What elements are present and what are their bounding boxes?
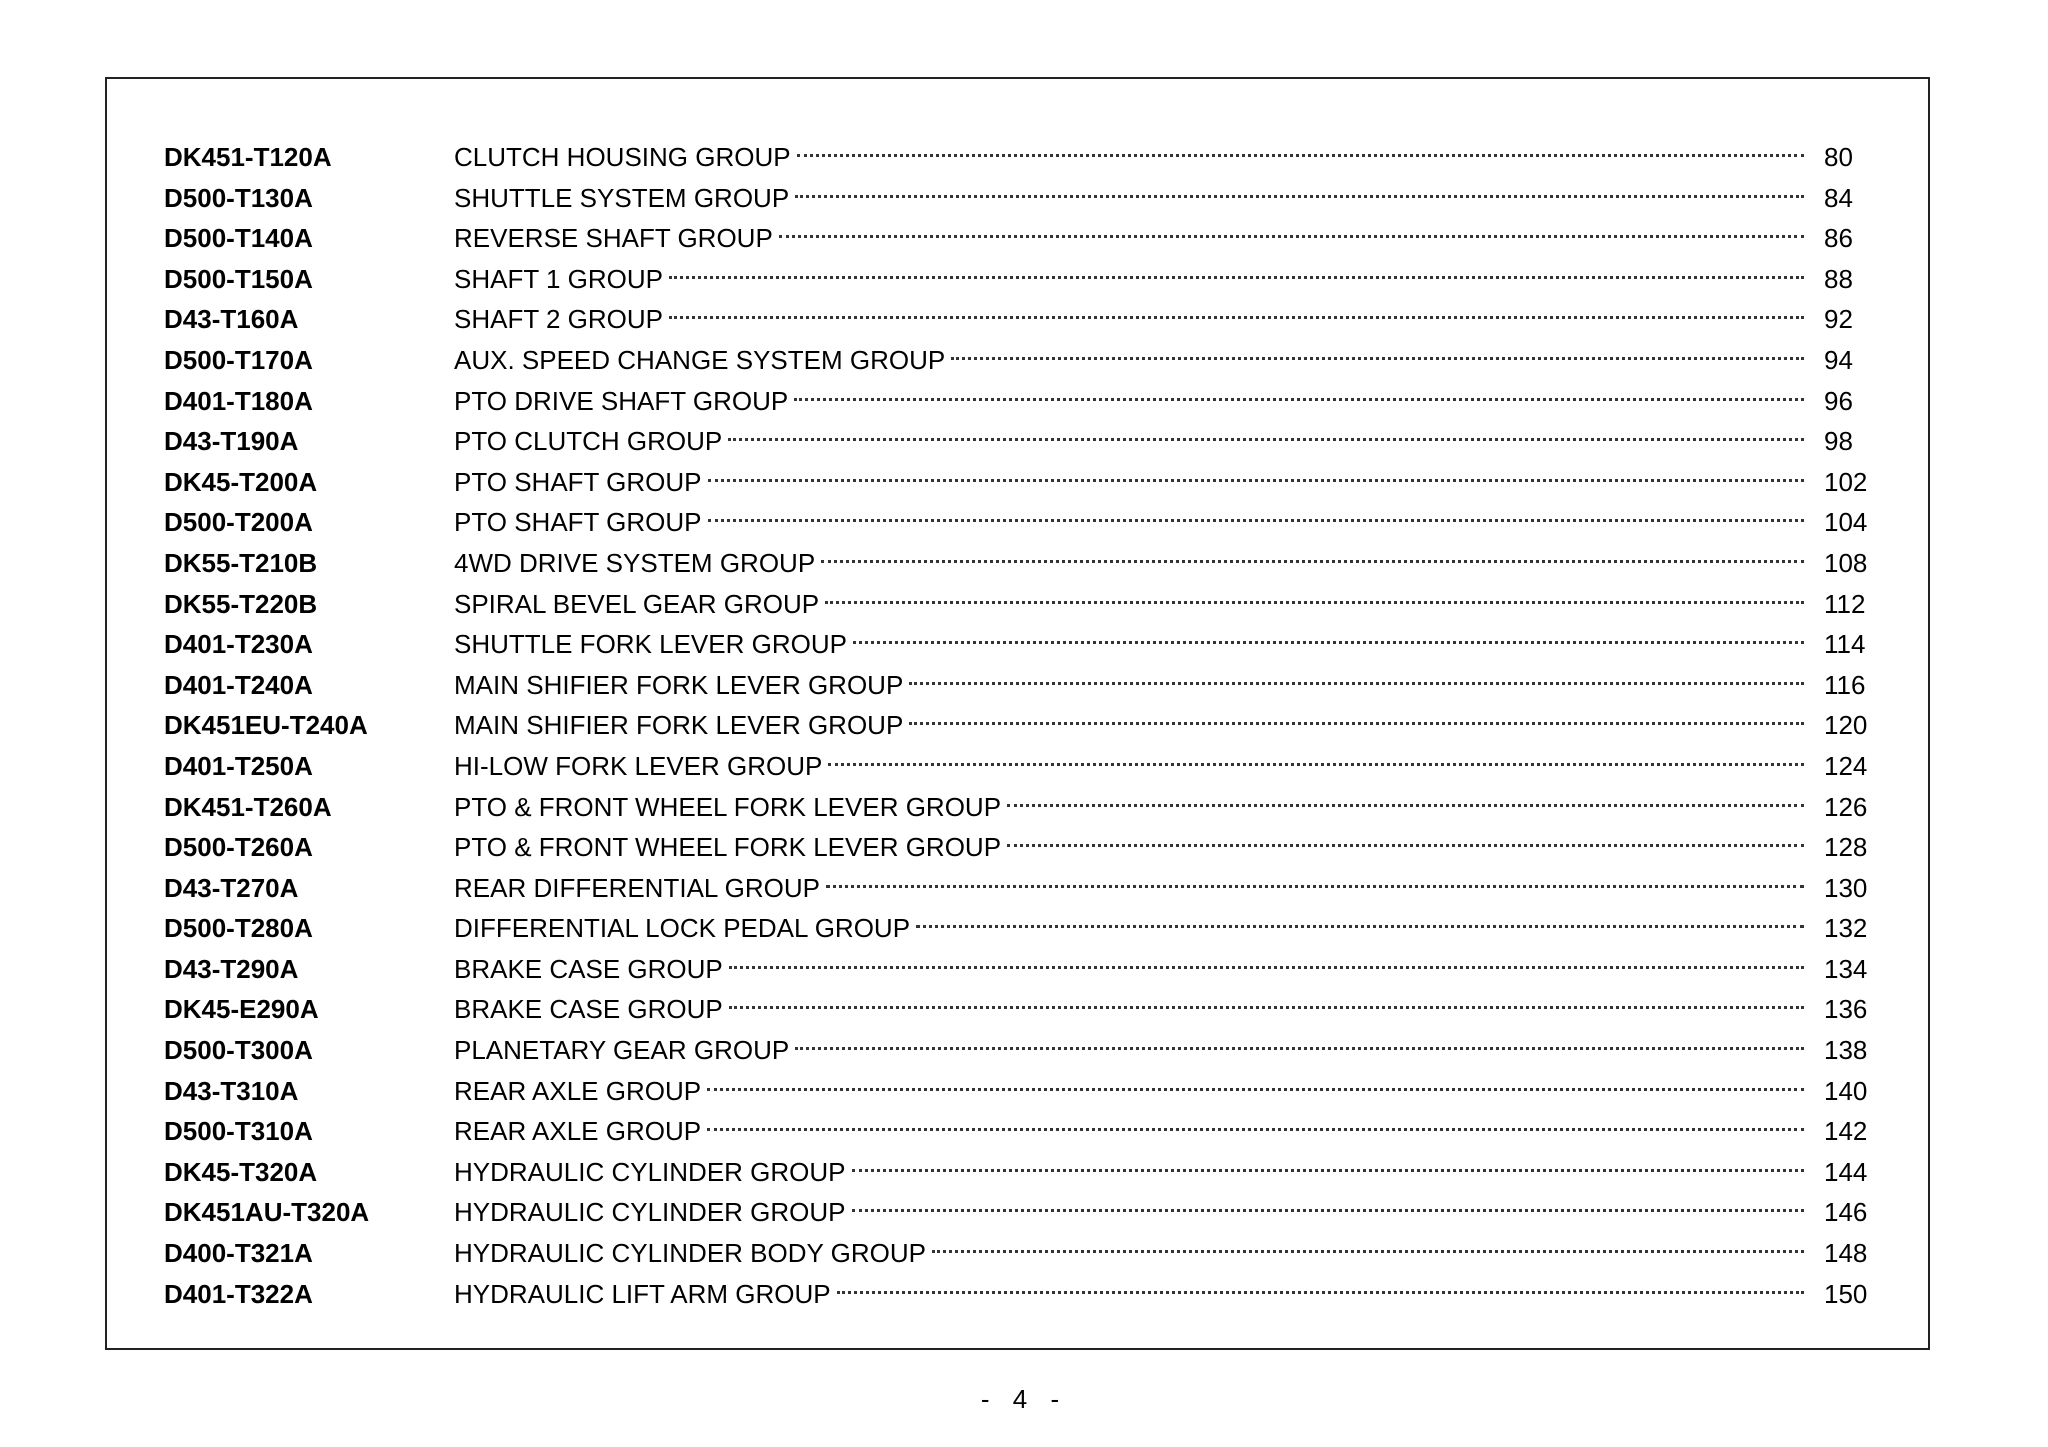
part-code: DK451AU-T320A xyxy=(164,1197,370,1228)
dot-leader xyxy=(853,613,1804,653)
group-title: PTO & FRONT WHEEL FORK LEVER GROUP xyxy=(454,832,1002,863)
part-code: D43-T310A xyxy=(164,1075,299,1106)
page-number: 116 xyxy=(1824,669,1866,700)
toc-entry[interactable] xyxy=(164,126,1876,172)
group-title: PTO CLUTCH GROUP xyxy=(454,426,723,457)
page-number: 138 xyxy=(1824,1035,1868,1066)
part-code: DK45-E290A xyxy=(164,994,319,1025)
group-title: HYDRAULIC CYLINDER GROUP xyxy=(454,1156,846,1187)
dot-leader xyxy=(1007,816,1804,856)
page-number: 142 xyxy=(1824,1116,1868,1147)
dot-leader xyxy=(669,248,1804,288)
group-title: REAR DIFFERENTIAL GROUP xyxy=(454,872,820,903)
group-title: REVERSE SHAFT GROUP xyxy=(454,223,773,254)
page-number: 84 xyxy=(1824,182,1853,213)
page-number: 88 xyxy=(1824,263,1853,294)
page-number: 104 xyxy=(1824,507,1868,538)
page-number: 98 xyxy=(1824,426,1853,457)
group-title: SHAFT 2 GROUP xyxy=(454,304,664,335)
group-title: HYDRAULIC CYLINDER BODY GROUP xyxy=(454,1238,926,1269)
page-number: 144 xyxy=(1824,1156,1868,1187)
part-code: D500-T260A xyxy=(164,832,313,863)
part-code: D500-T300A xyxy=(164,1035,313,1066)
page-number: 86 xyxy=(1824,223,1853,254)
part-code: DK55-T210B xyxy=(164,547,318,578)
page-number: 92 xyxy=(1824,304,1853,335)
dot-leader xyxy=(795,1019,1804,1059)
dot-leader xyxy=(707,1100,1804,1140)
page-number: 126 xyxy=(1824,791,1868,822)
part-code: D401-T250A xyxy=(164,750,313,781)
page-number: 150 xyxy=(1824,1278,1868,1309)
page-number: 112 xyxy=(1824,588,1866,619)
group-title: MAIN SHIFIER FORK LEVER GROUP xyxy=(454,669,904,700)
part-code: D500-T150A xyxy=(164,263,313,294)
table-of-contents xyxy=(164,126,1876,1309)
dot-leader xyxy=(779,207,1804,247)
dot-leader xyxy=(951,329,1804,369)
group-title: AUX. SPEED CHANGE SYSTEM GROUP xyxy=(454,344,946,375)
dot-leader xyxy=(708,491,1804,531)
group-title: PLANETARY GEAR GROUP xyxy=(454,1035,790,1066)
page-number: 134 xyxy=(1824,953,1868,984)
dot-leader xyxy=(916,897,1804,937)
page-number: 80 xyxy=(1824,142,1853,172)
part-code: DK45-T200A xyxy=(164,466,318,497)
group-title: PTO SHAFT GROUP xyxy=(454,507,702,538)
dot-leader xyxy=(852,1181,1804,1221)
group-title: SPIRAL BEVEL GEAR GROUP xyxy=(454,588,820,619)
part-code: DK451-T260A xyxy=(164,791,332,822)
part-code: D500-T200A xyxy=(164,507,313,538)
page-number: 136 xyxy=(1824,994,1868,1025)
dot-leader xyxy=(707,1060,1804,1100)
page-number: 140 xyxy=(1824,1075,1868,1106)
part-code: D400-T321A xyxy=(164,1238,313,1269)
group-title: SHUTTLE FORK LEVER GROUP xyxy=(454,629,847,660)
part-code: D43-T190A xyxy=(164,426,299,457)
part-code: D43-T270A xyxy=(164,872,299,903)
group-title: PTO DRIVE SHAFT GROUP xyxy=(454,385,789,416)
page-number: 146 xyxy=(1824,1197,1868,1228)
part-code: D401-T180A xyxy=(164,385,313,416)
group-title: MAIN SHIFIER FORK LEVER GROUP xyxy=(454,710,904,741)
dot-leader xyxy=(1007,776,1804,816)
dot-leader xyxy=(728,410,1804,450)
dot-leader xyxy=(795,167,1804,207)
dot-leader xyxy=(794,370,1804,410)
group-title: SHAFT 1 GROUP xyxy=(454,263,664,294)
part-code: D500-T170A xyxy=(164,344,313,375)
page-number: 128 xyxy=(1824,832,1868,863)
part-code: D43-T290A xyxy=(164,953,299,984)
page-number: 124 xyxy=(1824,750,1868,781)
page-number: 108 xyxy=(1824,547,1868,578)
dot-leader xyxy=(852,1141,1804,1181)
part-code: D500-T280A xyxy=(164,913,313,944)
dot-leader xyxy=(932,1222,1804,1262)
dot-leader xyxy=(909,694,1804,734)
part-code: D401-T240A xyxy=(164,669,313,700)
page-number: 132 xyxy=(1824,913,1868,944)
page-number: 94 xyxy=(1824,344,1853,375)
part-code: D500-T140A xyxy=(164,223,313,254)
dot-leader xyxy=(669,288,1804,328)
group-title: CLUTCH HOUSING GROUP xyxy=(454,142,791,172)
page-number: 148 xyxy=(1824,1238,1868,1269)
page-number: 130 xyxy=(1824,872,1868,903)
dot-leader xyxy=(729,938,1804,978)
dot-leader xyxy=(909,654,1804,694)
dot-leader xyxy=(826,857,1804,897)
group-title: SHUTTLE SYSTEM GROUP xyxy=(454,182,790,213)
page-footer-number: - 4 - xyxy=(980,1384,1068,1414)
part-code: D401-T230A xyxy=(164,629,313,660)
group-title: HYDRAULIC LIFT ARM GROUP xyxy=(454,1278,831,1309)
group-title: 4WD DRIVE SYSTEM GROUP xyxy=(454,547,816,578)
part-code: DK451EU-T240A xyxy=(164,710,368,741)
page-number: 114 xyxy=(1824,629,1866,660)
part-code: D401-T322A xyxy=(164,1278,313,1309)
part-code: DK55-T220B xyxy=(164,588,318,619)
part-code: DK45-T320A xyxy=(164,1156,318,1187)
group-title: DIFFERENTIAL LOCK PEDAL GROUP xyxy=(454,913,911,944)
page-number: 102 xyxy=(1824,466,1868,497)
group-title: BRAKE CASE GROUP xyxy=(454,953,723,984)
group-title: BRAKE CASE GROUP xyxy=(454,994,723,1025)
dot-leader xyxy=(828,735,1804,775)
page-number: 120 xyxy=(1824,710,1868,741)
page-number: 96 xyxy=(1824,385,1853,416)
dot-leader xyxy=(825,573,1804,613)
group-title: REAR AXLE GROUP xyxy=(454,1116,702,1147)
part-code: DK451-T120A xyxy=(164,142,332,172)
part-code: D43-T160A xyxy=(164,304,299,335)
dot-leader xyxy=(797,126,1804,166)
group-title: REAR AXLE GROUP xyxy=(454,1075,702,1106)
group-title: PTO SHAFT GROUP xyxy=(454,466,702,497)
dot-leader xyxy=(729,978,1804,1018)
group-title: HYDRAULIC CYLINDER GROUP xyxy=(454,1197,846,1228)
part-code: D500-T310A xyxy=(164,1116,313,1147)
dot-leader xyxy=(821,532,1804,572)
dot-leader xyxy=(837,1263,1804,1303)
dot-leader xyxy=(708,451,1804,491)
part-code: D500-T130A xyxy=(164,182,313,213)
group-title: HI-LOW FORK LEVER GROUP xyxy=(454,750,823,781)
group-title: PTO & FRONT WHEEL FORK LEVER GROUP xyxy=(454,791,1002,822)
